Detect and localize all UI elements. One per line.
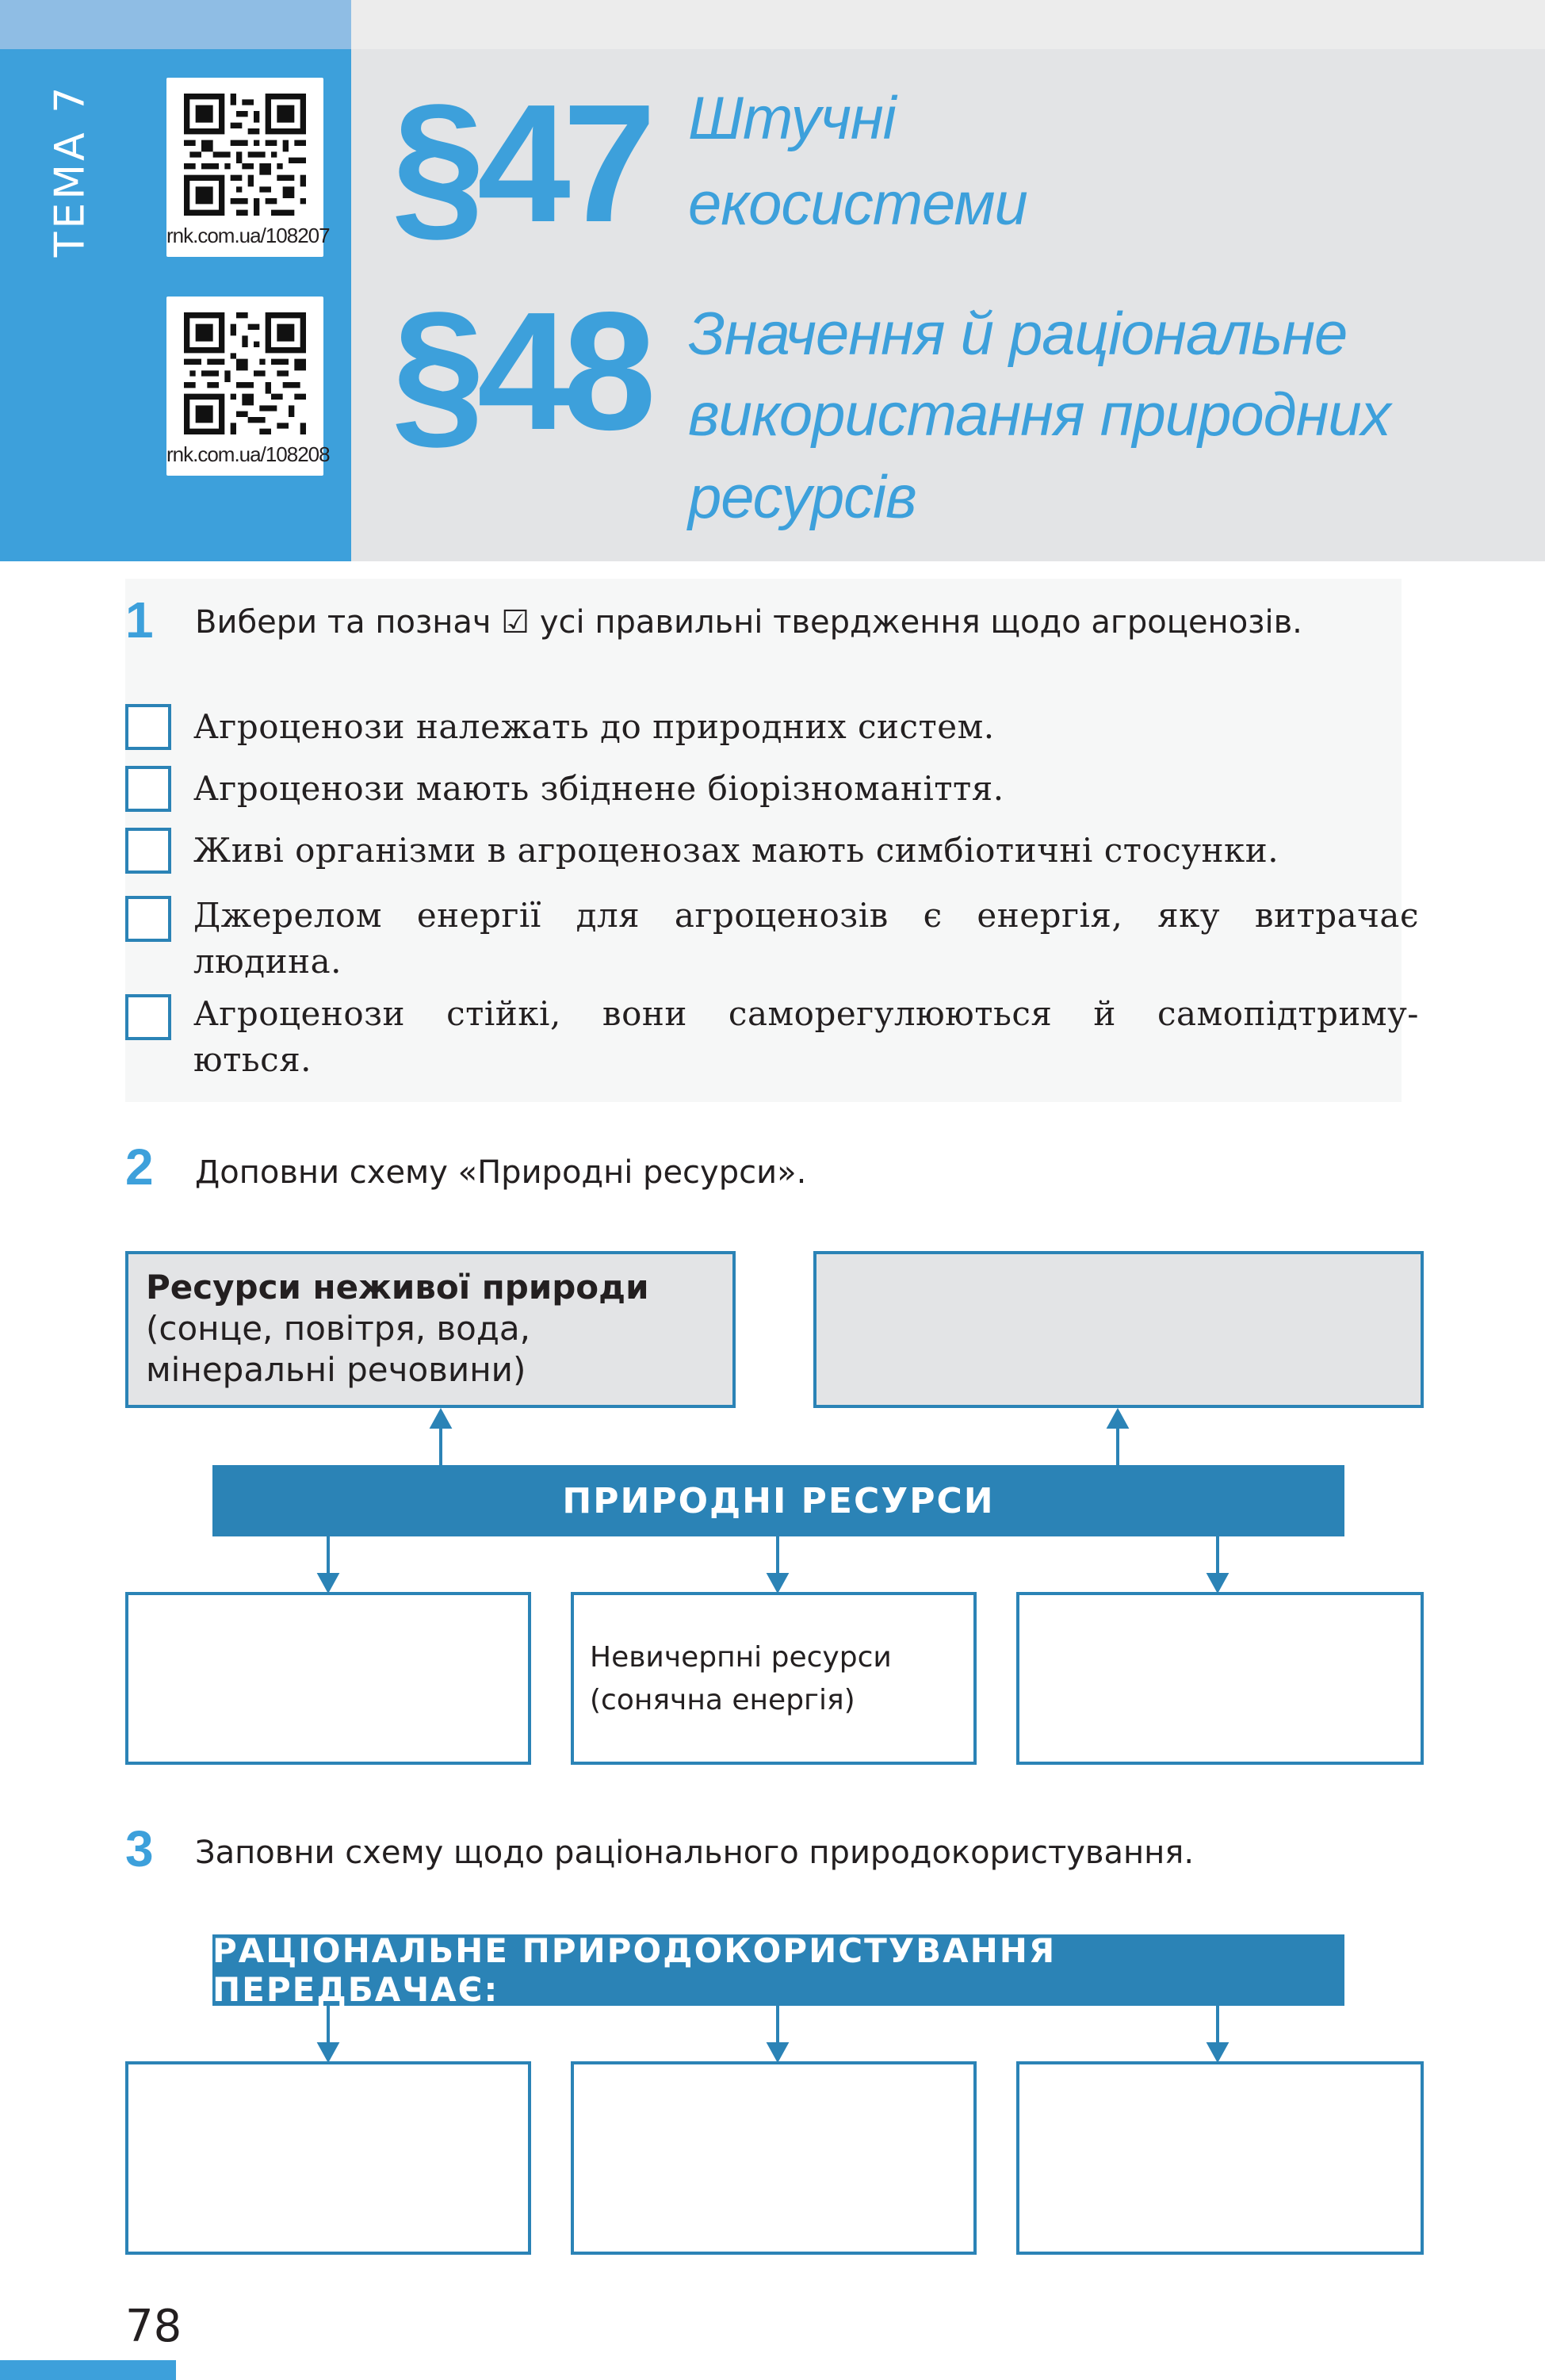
option-checkbox-1[interactable]	[125, 704, 171, 750]
nonliving-resources-title: Ресурси неживої природи	[146, 1268, 649, 1307]
task2-prompt: Доповни схему «Природні ресурси».	[195, 1154, 807, 1191]
rational-use-answer-box-1[interactable]	[125, 2061, 531, 2255]
answer-box-bottom-left[interactable]	[125, 1592, 531, 1765]
option-checkbox-2[interactable]	[125, 766, 171, 812]
inexhaustible-resources-title: Невичерпні ресурси	[590, 1641, 892, 1674]
option-text-1: Агроценози належать до природних систем.	[193, 707, 995, 746]
arrow-down-right	[1209, 1536, 1226, 1590]
task1-number: 1	[125, 591, 154, 649]
theme-label: ТЕМА 7	[46, 83, 94, 258]
qr-url[interactable]: rnk.com.ua/108208	[166, 442, 330, 466]
section-number-47: §47	[392, 69, 648, 257]
option-text-5-line1: Агроценози стійкі, вони саморегулюються й самопідтриму-	[193, 994, 1419, 1033]
qr-card-108208[interactable]	[166, 297, 330, 476]
checked-box-icon: ☑	[501, 604, 530, 641]
nonliving-resources-box	[125, 1251, 736, 1408]
qr-url[interactable]: rnk.com.ua/108207	[166, 224, 330, 247]
section-title-48-line2: використання природних	[688, 381, 1390, 449]
nonliving-resources-detail-line1: (сонце, повітря, вода,	[146, 1309, 531, 1348]
natural-resources-band: ПРИРОДНІ РЕСУРСИ	[212, 1465, 1344, 1536]
header-top-accent	[0, 0, 351, 49]
option-checkbox-5[interactable]	[125, 994, 171, 1040]
section-title-48-line3: ресурсів	[688, 464, 916, 531]
footer-accent-bar	[0, 2360, 176, 2380]
section-title-47-line2: екосистеми	[688, 170, 1027, 238]
arrow-down-right	[1209, 2006, 1226, 2060]
task3-prompt: Заповни схему щодо раціонального природокористування.	[195, 1835, 1195, 1871]
arrow-down-left	[319, 1536, 337, 1590]
option-text-2: Агроценози мають збіднене біорізноманіття.	[193, 769, 1004, 808]
qr-code-icon	[184, 94, 306, 216]
qr-code-icon	[184, 312, 306, 434]
option-checkbox-3[interactable]	[125, 828, 171, 874]
option-text-4-line2: людина.	[193, 942, 342, 981]
arrow-down-center	[769, 1536, 786, 1590]
option-text-4-line1: Джерелом енергії для агроценозів є енергія, яку витрачає	[193, 896, 1419, 935]
qr-card-108207[interactable]	[166, 78, 330, 257]
section-number-48: §48	[392, 277, 648, 465]
rational-use-answer-box-2[interactable]	[571, 2061, 977, 2255]
option-text-3: Живі організми в агроценозах мають симбіотичні стосунки.	[193, 831, 1279, 870]
task3-number: 3	[125, 1820, 154, 1877]
page-number: 78	[125, 2301, 182, 2352]
task1-prompt: Вибери та познач ☑ усі правильні твердження щодо агроценозів.	[195, 604, 1302, 641]
inexhaustible-resources-box	[571, 1592, 977, 1765]
option-text-5-line2: ються.	[193, 1040, 312, 1079]
inexhaustible-resources-example: (сонячна енергія)	[590, 1684, 855, 1716]
nonliving-resources-detail-line2: мінеральні речовини)	[146, 1350, 526, 1389]
answer-box-top-right[interactable]	[813, 1251, 1424, 1408]
section-title-47-line1: Штучні	[688, 85, 896, 152]
arrow-down-center	[769, 2006, 786, 2060]
rational-use-answer-box-3[interactable]	[1016, 2061, 1424, 2255]
section-title-48-line1: Значення й раціональне	[688, 300, 1348, 368]
arrow-up-left	[432, 1411, 449, 1465]
rational-use-band: РАЦІОНАЛЬНЕ ПРИРОДОКОРИСТУВАННЯ ПЕРЕДБАЧАЄ:	[212, 1934, 1344, 2006]
answer-box-bottom-right[interactable]	[1016, 1592, 1424, 1765]
task2-number: 2	[125, 1138, 154, 1196]
arrow-down-left	[319, 2006, 337, 2060]
option-checkbox-4[interactable]	[125, 896, 171, 942]
header-top-strip	[351, 0, 1545, 49]
arrow-up-right	[1109, 1411, 1126, 1465]
